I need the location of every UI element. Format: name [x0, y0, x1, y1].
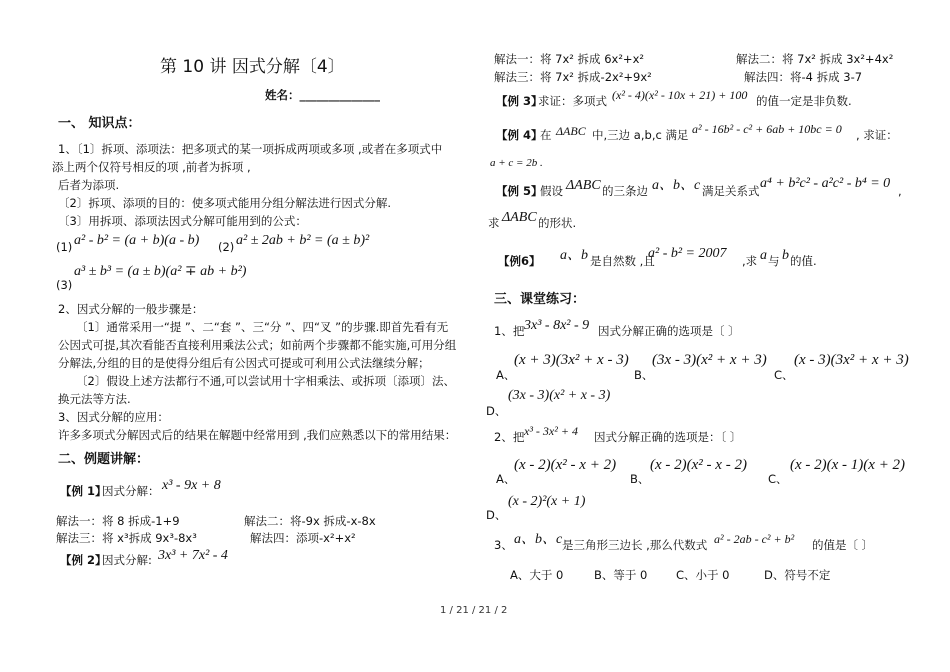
question-1-option-d-label: D、 — [486, 404, 507, 418]
question-1-option-b-label: B、 — [634, 368, 654, 382]
example-5-line2-start: 求 — [488, 216, 500, 230]
example-1-label: 【例 1】 — [60, 484, 107, 498]
page-number-footer: 1 / 21 / 21 / 2 — [440, 605, 508, 616]
example-5-label: 【例 5】 — [496, 184, 543, 198]
formula-2: a² ± 2ab + b² = (a ± b)² — [236, 233, 370, 248]
example-6-label: 【例6】 — [498, 254, 541, 268]
question-2-option-a: (x - 2)(x² - x + 2) — [514, 457, 617, 473]
example-2-method-2: 解法二：将 7x² 拆成 3x²+4x² — [736, 52, 894, 66]
example-1-method-4: 解法四：添项-x²+x² — [250, 531, 356, 545]
example-4-label: 【例 4】 — [496, 128, 543, 142]
example-5-mid2: 满足关系式 — [702, 184, 760, 198]
steps-1-line1: 〔1〕通常采用一“提 ”、二“套 ”、三“分 ”、四“叉 ”的步骤.即首先看有无 — [76, 320, 449, 334]
example-6-var-b: b — [782, 248, 789, 263]
example-6-tail-3: 的值. — [790, 254, 817, 268]
example-6-expression: a² - b² = 2007 — [648, 246, 727, 261]
example-5-line2-triangle: ΔABC — [502, 210, 537, 225]
question-3-option-a: A、大于 0 — [510, 568, 564, 582]
example-1-method-1: 解法一：将 8 拆成-1+9 — [56, 514, 180, 528]
knowledge-point-1-cont2: 后者为添项. — [58, 178, 120, 192]
question-2-tail: 因式分解正确的选项是：〔 〕 — [594, 430, 742, 444]
example-6-var-a: a — [760, 248, 767, 263]
question-1-option-b: (3x - 3)(x² + x + 3) — [652, 352, 767, 368]
example-6-tail-2: 与 — [768, 254, 780, 268]
question-3-text: 3、 — [494, 538, 513, 552]
steps-2-line2: 换元法等方法. — [58, 392, 131, 406]
applications-heading: 3、因式分解的应用： — [58, 410, 169, 424]
example-1-expression: x³ - 9x + 8 — [162, 478, 221, 493]
example-3-label: 【例 3】 — [496, 94, 543, 108]
example-2-label: 【例 2】 — [60, 553, 107, 567]
example-3-text: 求证：多项式 — [538, 94, 607, 108]
example-3-expression: (x² - 4)(x² - 10x + 21) + 100 — [612, 88, 748, 102]
question-2-option-b-label: B、 — [630, 472, 650, 486]
example-4-triangle: ΔABC — [556, 124, 586, 138]
question-3-expression: a² - 2ab - c² + b² — [714, 532, 795, 546]
section-heading-practice: 三、课堂练习： — [494, 292, 586, 307]
example-2-method-1: 解法一：将 7x² 拆成 6x²+x² — [494, 52, 644, 66]
steps-2-line1: 〔2〕假设上述方法都行不通,可以尝试用十字相乘法、或拆项〔添项〕法、 — [76, 374, 455, 388]
question-3-option-c: C、小于 0 — [676, 568, 730, 582]
knowledge-point-1: 1、〔1〕拆项、添项法：把多项式的某一项拆成两项或多项 ,或者在多项式中 — [58, 142, 443, 156]
question-2-option-d: (x - 2)²(x + 1) — [508, 494, 586, 509]
example-2-method-4: 解法四：将-4 拆成 3-7 — [744, 70, 863, 84]
example-2-text: 因式分解: — [102, 553, 152, 567]
question-2-option-c-label: C、 — [768, 472, 788, 486]
formula-2-label: (2) — [218, 240, 235, 254]
formula-1: a² - b² = (a + b)(a - b) — [74, 233, 200, 248]
example-4-conclusion: a + c = 2b . — [490, 157, 543, 169]
example-5-text: 假设 — [540, 184, 563, 198]
question-3-tail: 的值是〔 〕 — [812, 538, 874, 552]
question-1-expression: 3x³ - 8x² - 9 — [524, 318, 590, 333]
question-1-option-c-label: C、 — [774, 368, 794, 382]
question-1-tail: 因式分解正确的选项是〔 〕 — [598, 324, 740, 338]
question-3-mid: 是三角形三边长 ,那么代数式 — [562, 538, 708, 552]
question-2-option-b: (x - 2)(x² - x - 2) — [650, 457, 747, 473]
question-1-option-d: (3x - 3)(x² + x - 3) — [508, 388, 611, 403]
example-2-expression: 3x³ + 7x² - 4 — [158, 548, 228, 563]
question-2-option-d-label: D、 — [486, 508, 507, 522]
example-1-method-3: 解法三：将 x³拆成 9x³-8x³ — [56, 531, 197, 545]
question-2-option-c: (x - 2)(x - 1)(x + 2) — [790, 457, 906, 473]
example-4-tail: , 求证： — [856, 128, 898, 142]
formula-1-label: (1) — [56, 240, 73, 254]
example-1-method-2: 解法二：将-9x 拆成-x-8x — [244, 514, 376, 528]
example-4-mid: 中,三边 a,b,c 满足 — [592, 128, 689, 142]
example-3-tail: 的值一定是非负数. — [756, 94, 852, 108]
formula-3-label: (3) — [56, 278, 73, 292]
question-2-text: 2、把 — [494, 430, 525, 444]
question-1-option-a-label: A、 — [496, 368, 516, 382]
example-4-expression: a² - 16b² - c² + 6ab + 10bc = 0 — [692, 122, 842, 136]
lesson-title: 第 10 讲 因式分解〔4〕 — [160, 57, 345, 77]
question-1-text: 1、把 — [494, 324, 525, 338]
example-5-expression: a⁴ + b²c² - a²c² - b⁴ = 0 — [760, 176, 891, 191]
knowledge-point-2: 〔2〕拆项、添项的目的：使多项式能用分组分解法进行因式分解. — [58, 196, 391, 210]
section-heading-knowledge: 一、 知识点： — [58, 116, 141, 131]
question-3-sides: a、b、c — [514, 532, 563, 547]
example-5-mid: 的三条边 — [602, 184, 648, 198]
question-2-option-a-label: A、 — [496, 472, 516, 486]
knowledge-point-3: 〔3〕用拆项、添项法因式分解可能用到的公式： — [58, 214, 307, 228]
question-1-option-c: (x - 3)(3x² + x + 3) — [794, 352, 909, 368]
example-1-text: 因式分解： — [102, 484, 160, 498]
steps-heading: 2、因式分解的一般步骤是： — [58, 302, 204, 316]
question-3-option-d: D、符号不定 — [764, 568, 831, 582]
applications-text: 许多多项式分解因式后的结果在解题中经常用到 ,我们应熟悉以下的常用结果： — [58, 428, 457, 442]
knowledge-point-1-cont: 添上两个仅符号相反的项 ,前者为拆项 , — [52, 160, 251, 174]
steps-1-line3: 分解法,分组的目的是使得分组后有公因式可提或可利用公式法继续分解； — [58, 356, 430, 370]
name-field-line: 姓名：______________ — [265, 88, 380, 102]
example-5-triangle: ΔABC — [566, 178, 601, 193]
steps-1-line2: 公因式可提,其次看能否直接利用乘法公式；如前两个步骤都不能实施,可用分组 — [58, 338, 457, 352]
example-6-tail-1: ,求 — [742, 254, 758, 268]
example-2-method-3: 解法三：将 7x² 拆成-2x²+9x² — [494, 70, 652, 84]
example-4-text: 在 — [540, 128, 552, 142]
section-heading-examples: 二、例题讲解： — [58, 452, 150, 467]
example-6-mid: 是自然数 ,且 — [590, 254, 655, 268]
example-5-sides: a、b、c — [652, 178, 701, 193]
question-2-expression: x³ - 3x² + 4 — [524, 424, 578, 438]
question-3-option-b: B、等于 0 — [594, 568, 648, 582]
question-1-option-a: (x + 3)(3x² + x - 3) — [514, 352, 629, 368]
formula-3: a³ ± b³ = (a ± b)(a² ∓ ab + b²) — [74, 264, 247, 279]
example-6-vars: a、b — [560, 248, 588, 263]
example-5-line2-end: 的形状. — [538, 216, 577, 230]
example-5-tail: , — [898, 184, 902, 198]
